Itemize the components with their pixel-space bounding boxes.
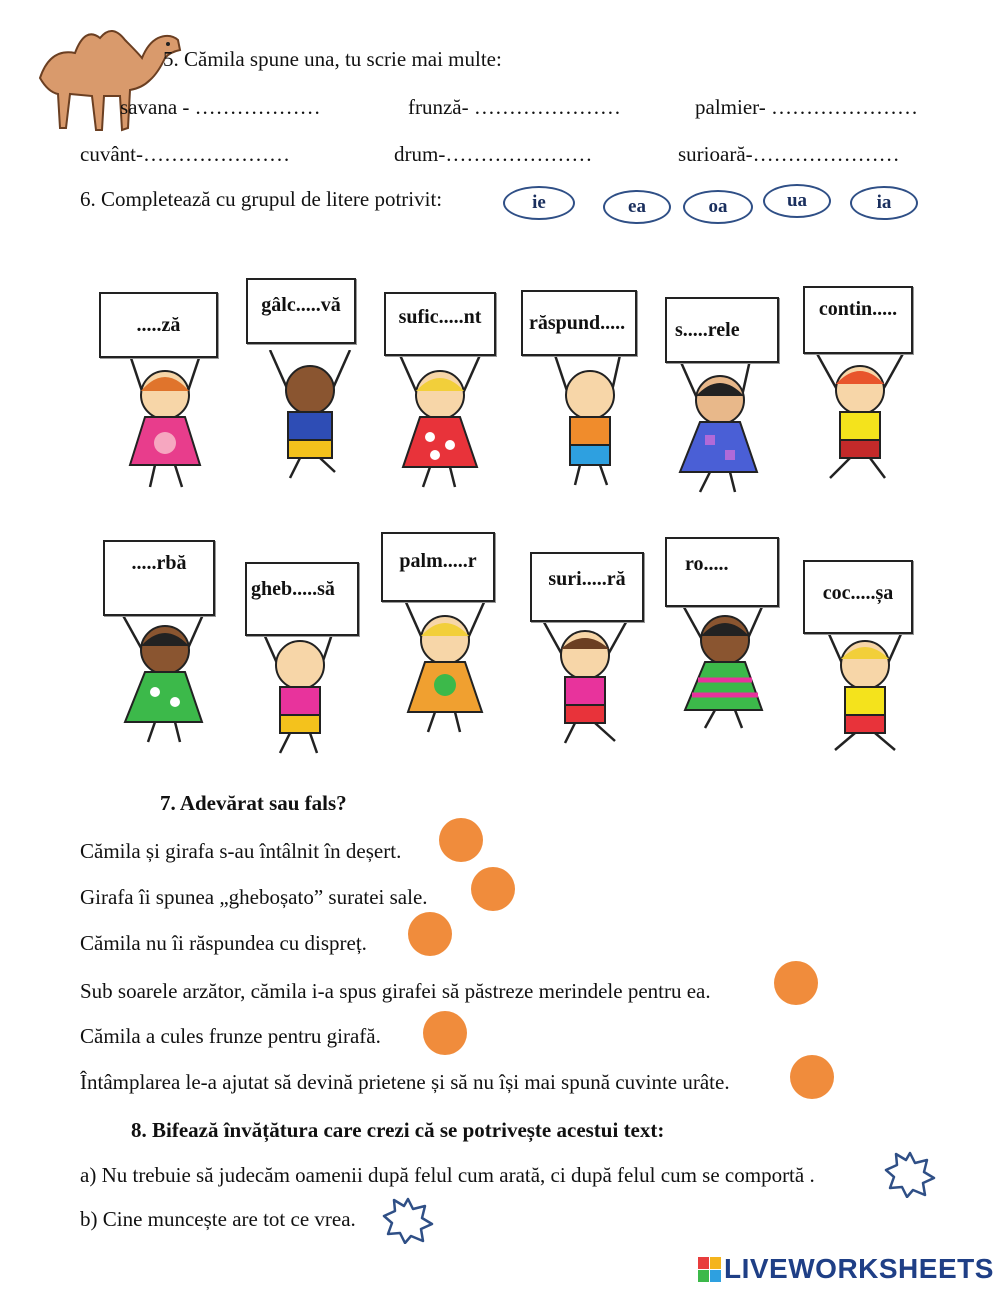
word-card-5: s.....rele bbox=[665, 297, 779, 363]
letter-option-oa[interactable]: oa bbox=[683, 190, 753, 224]
word-card-11: ro..... bbox=[665, 537, 779, 607]
statement-5: Cămila a cules frunze pentru girafă. bbox=[80, 1024, 381, 1048]
word-card-4: răspund..... bbox=[521, 290, 637, 356]
word-card-2: gâlc.....vă bbox=[246, 278, 356, 344]
child-figure bbox=[110, 610, 220, 750]
child-figure bbox=[535, 355, 645, 495]
plural-item-frunza: frunză- ………………… bbox=[408, 95, 621, 119]
word-card-8: gheb.....să bbox=[245, 562, 359, 636]
letter-option-ea[interactable]: ea bbox=[603, 190, 671, 224]
child-figure bbox=[805, 350, 915, 490]
plural-item-palmier: palmier- ………………… bbox=[695, 95, 918, 119]
child-figure bbox=[665, 360, 775, 500]
child-figure bbox=[385, 355, 495, 495]
child-figure bbox=[810, 625, 920, 765]
exercise-7-title: 7. Adevărat sau fals? bbox=[160, 791, 347, 815]
exercise-5-title: 5. Cămila spune una, tu scrie mai multe: bbox=[163, 47, 502, 71]
child-figure bbox=[390, 600, 500, 740]
plural-item-cuvant: cuvânt-………………… bbox=[80, 142, 290, 166]
word-card-3: sufic.....nt bbox=[384, 292, 496, 356]
answer-dot[interactable] bbox=[774, 961, 818, 1005]
plural-item-drum: drum-………………… bbox=[394, 142, 593, 166]
statement-4: Sub soarele arzător, cămila i-a spus girafei să păstreze merindele pentru ea. bbox=[80, 979, 711, 1003]
plural-item-savana: savana - ……………… bbox=[120, 95, 321, 119]
letter-option-ie[interactable]: ie bbox=[503, 186, 575, 220]
child-figure bbox=[530, 615, 640, 755]
answer-dot[interactable] bbox=[423, 1011, 467, 1055]
answer-dot[interactable] bbox=[408, 912, 452, 956]
child-figure bbox=[245, 625, 355, 765]
answer-dot[interactable] bbox=[439, 818, 483, 862]
answer-dot[interactable] bbox=[790, 1055, 834, 1099]
lesson-option-b: b) Cine muncește are tot ce vrea. bbox=[80, 1207, 356, 1231]
letter-option-ia[interactable]: ia bbox=[850, 186, 918, 220]
word-card-7: .....rbă bbox=[103, 540, 215, 616]
letter-option-ua[interactable]: ua bbox=[763, 184, 831, 218]
word-card-6: contin..... bbox=[803, 286, 913, 354]
lesson-option-a: a) Nu trebuie să judecăm oamenii după felul cum arată, ci după felul cum se comportă . bbox=[80, 1163, 815, 1187]
word-card-1: .....ză bbox=[99, 292, 218, 358]
exercise-6-title: 6. Completează cu grupul de litere potrivit: bbox=[80, 187, 443, 211]
checkbox-star-icon[interactable] bbox=[884, 1150, 936, 1198]
liveworksheets-brand: LIVEWORKSHEETS bbox=[724, 1253, 994, 1284]
statement-6: Întâmplarea le-a ajutat să devină prietene și să nu își mai spună cuvinte urâte. bbox=[80, 1070, 730, 1094]
camel-illustration bbox=[30, 18, 185, 148]
statement-3: Cămila nu îi răspundea cu dispreț. bbox=[80, 931, 367, 955]
exercise-8-title: 8. Bifează învățătura care crezi că se potrivește acestui text: bbox=[131, 1118, 665, 1142]
checkbox-star-icon[interactable] bbox=[382, 1196, 434, 1244]
word-card-12: coc.....șa bbox=[803, 560, 913, 634]
word-card-10: suri.....ră bbox=[530, 552, 644, 622]
child-figure bbox=[255, 350, 365, 490]
statement-2: Girafa îi spunea „gheboșato” suratei sale. bbox=[80, 885, 428, 909]
child-figure bbox=[110, 355, 220, 495]
liveworksheets-logo-icon bbox=[698, 1257, 722, 1283]
answer-dot[interactable] bbox=[471, 867, 515, 911]
word-card-9: palm.....r bbox=[381, 532, 495, 602]
child-figure bbox=[670, 600, 780, 740]
statement-1: Cămila și girafa s-au întâlnit în deșert. bbox=[80, 839, 402, 863]
plural-item-surioara: surioară-………………… bbox=[678, 142, 900, 166]
